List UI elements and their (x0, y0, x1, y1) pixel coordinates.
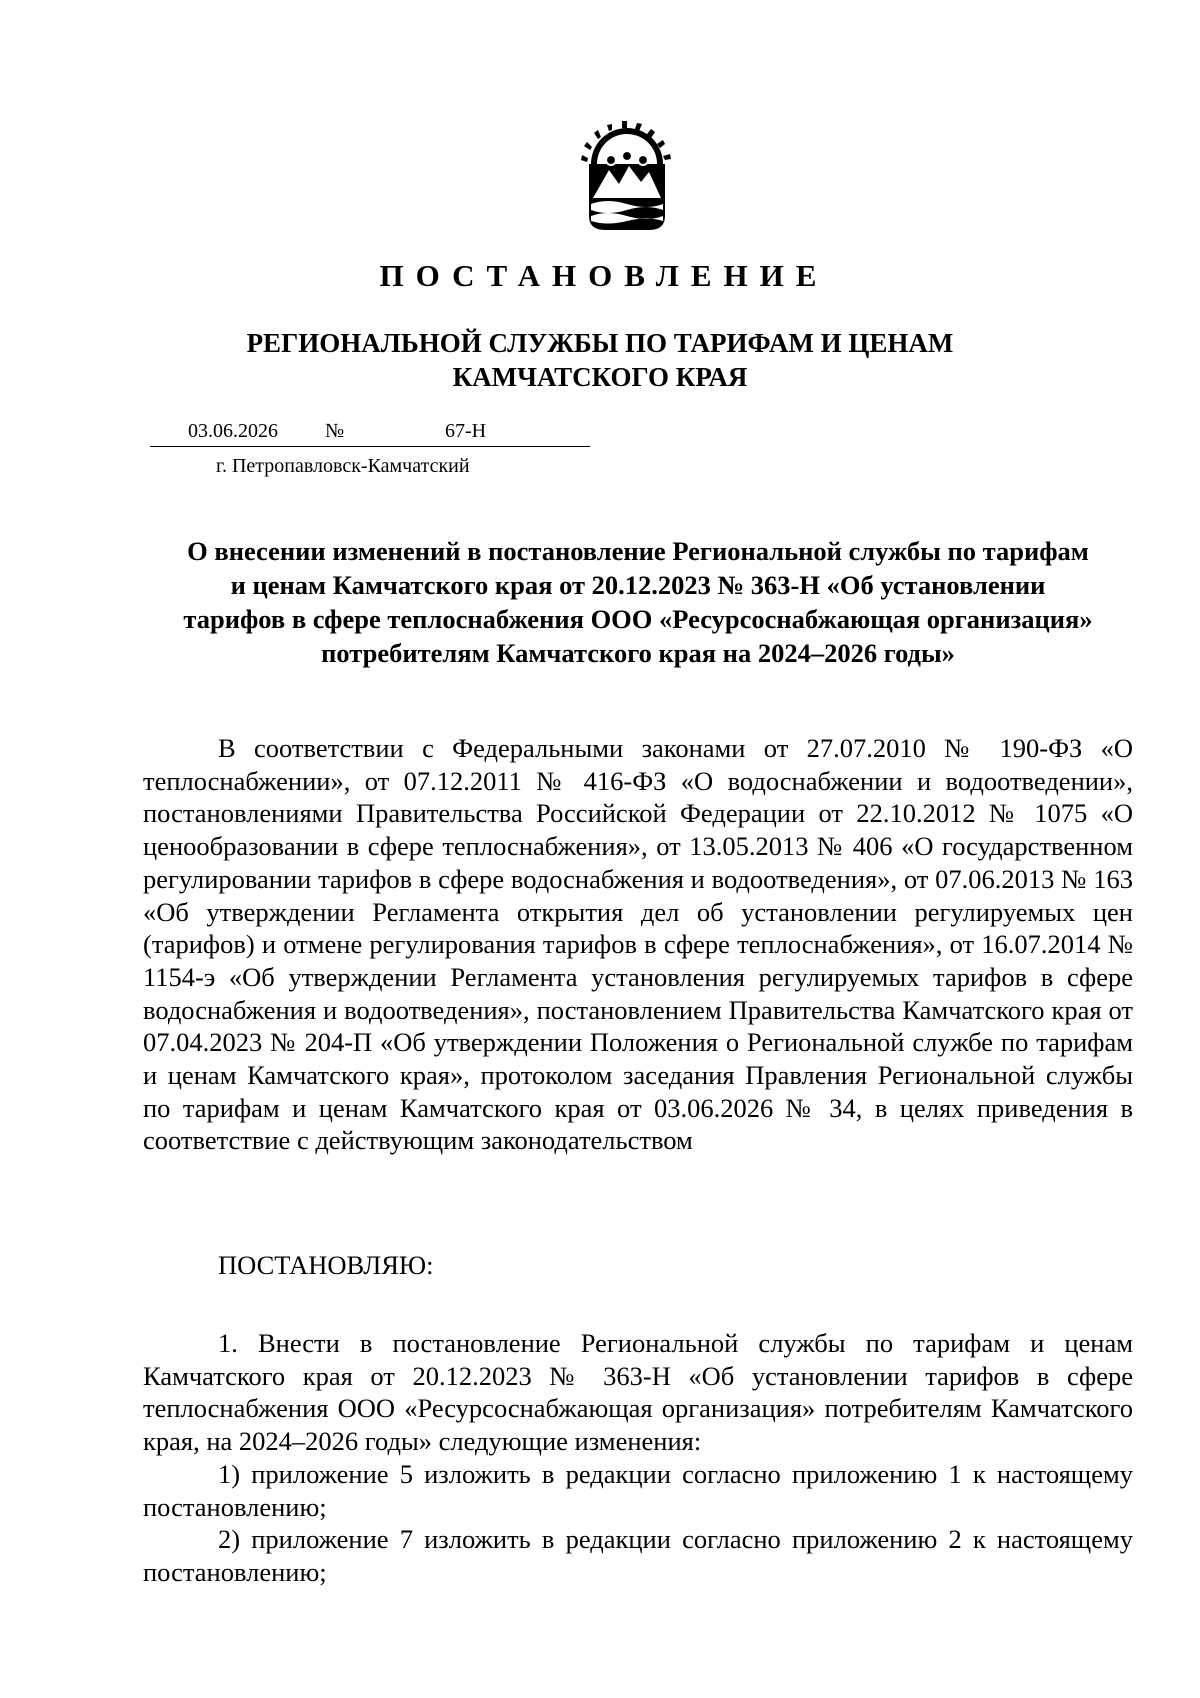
date-number-row (150, 420, 590, 447)
clause-item-2: 2) приложение 7 изложить в редакции согласно приложению 2 к настоящему постановлению; (143, 1524, 1133, 1587)
subject-line: О внесении изменений в постановление Региональной службы по тарифам (187, 536, 1089, 566)
city-of-issue: г. Петропавловск-Камчатский (216, 455, 470, 477)
preamble-section (143, 732, 1133, 1157)
document-subject (143, 534, 1133, 670)
issuing-organization (0, 326, 1200, 394)
subject-line: и ценам Камчатского края от 20.12.2023 № 363-Н «Об установлении (230, 570, 1046, 600)
organization-line-2: КАМЧАТСКОГО КРАЯ (452, 362, 748, 392)
decree-word: ПОСТАНОВЛЯЮ: (218, 1250, 434, 1280)
preamble-paragraph: В соответствии с Федеральными законами от 27.07.2010 № 190-ФЗ «О теплоснабжении», от 07.12.2011 № 416-ФЗ «О водоснабжении и водоотведении», постановлениями Правительства Российской Федерации от 22.10.2012 № 1075 «О ценообразовании в сфере теплоснабжения», от 13.05.2013 № 406 «О государственном регулировании тарифов в сфере водоснабжения и водоотведения», от 07.06.2013 № 163 «Об утверждении Регламента открытия дел об установлении регулируемых цен (тарифов) и отмене регулирования тарифов в сфере теплоснабжения», от 16.07.2014 № 1154-э «Об утверждении Регламента установления регулируемых тарифов в сфере водоснабжения и водоотведения», постановлением Правительства Камчатского края от 07.04.2023 № 204-П «Об утверждении Положения о Региональной службе по тарифам и ценам Камчатского края», протоколом заседания Правления Региональной службы по тарифам и ценам Камчатского края от 03.06.2026 № 34, в целях приведения в соответствие с действующим законодательством (143, 733, 1133, 1156)
subject-line: тарифов в сфере теплоснабжения ООО «Ресурсоснабжающая организация» (183, 604, 1093, 634)
subject-line: потребителям Камчатского края на 2024–2026 годы» (321, 638, 955, 668)
document-registration (150, 420, 590, 447)
clause-1: 1. Внести в постановление Региональной службы по тарифам и ценам Камчатского края от 20.12.2023 № 363-Н «Об установлении тарифов в сфере теплоснабжения ООО «Ресурсоснабжающая организация» потребителям Камчатского края, на 2024–2026 годы» следующие изменения: (143, 1328, 1133, 1457)
organization-line-1: РЕГИОНАЛЬНОЙ СЛУЖБЫ ПО ТАРИФАМ И ЦЕНАМ (246, 328, 954, 358)
document-date: 03.06.2026 (188, 420, 278, 442)
document-title: ПОСТАНОВЛЕНИЕ (379, 258, 829, 293)
kamchatka-coat-of-arms-icon (577, 120, 677, 235)
document-number: 67-Н (445, 420, 487, 442)
number-sign: № (325, 420, 345, 442)
clause-item-1: 1) приложение 5 изложить в редакции согласно приложению 1 к настоящему постановлению; (143, 1458, 1133, 1522)
clauses-section (143, 1327, 1133, 1589)
